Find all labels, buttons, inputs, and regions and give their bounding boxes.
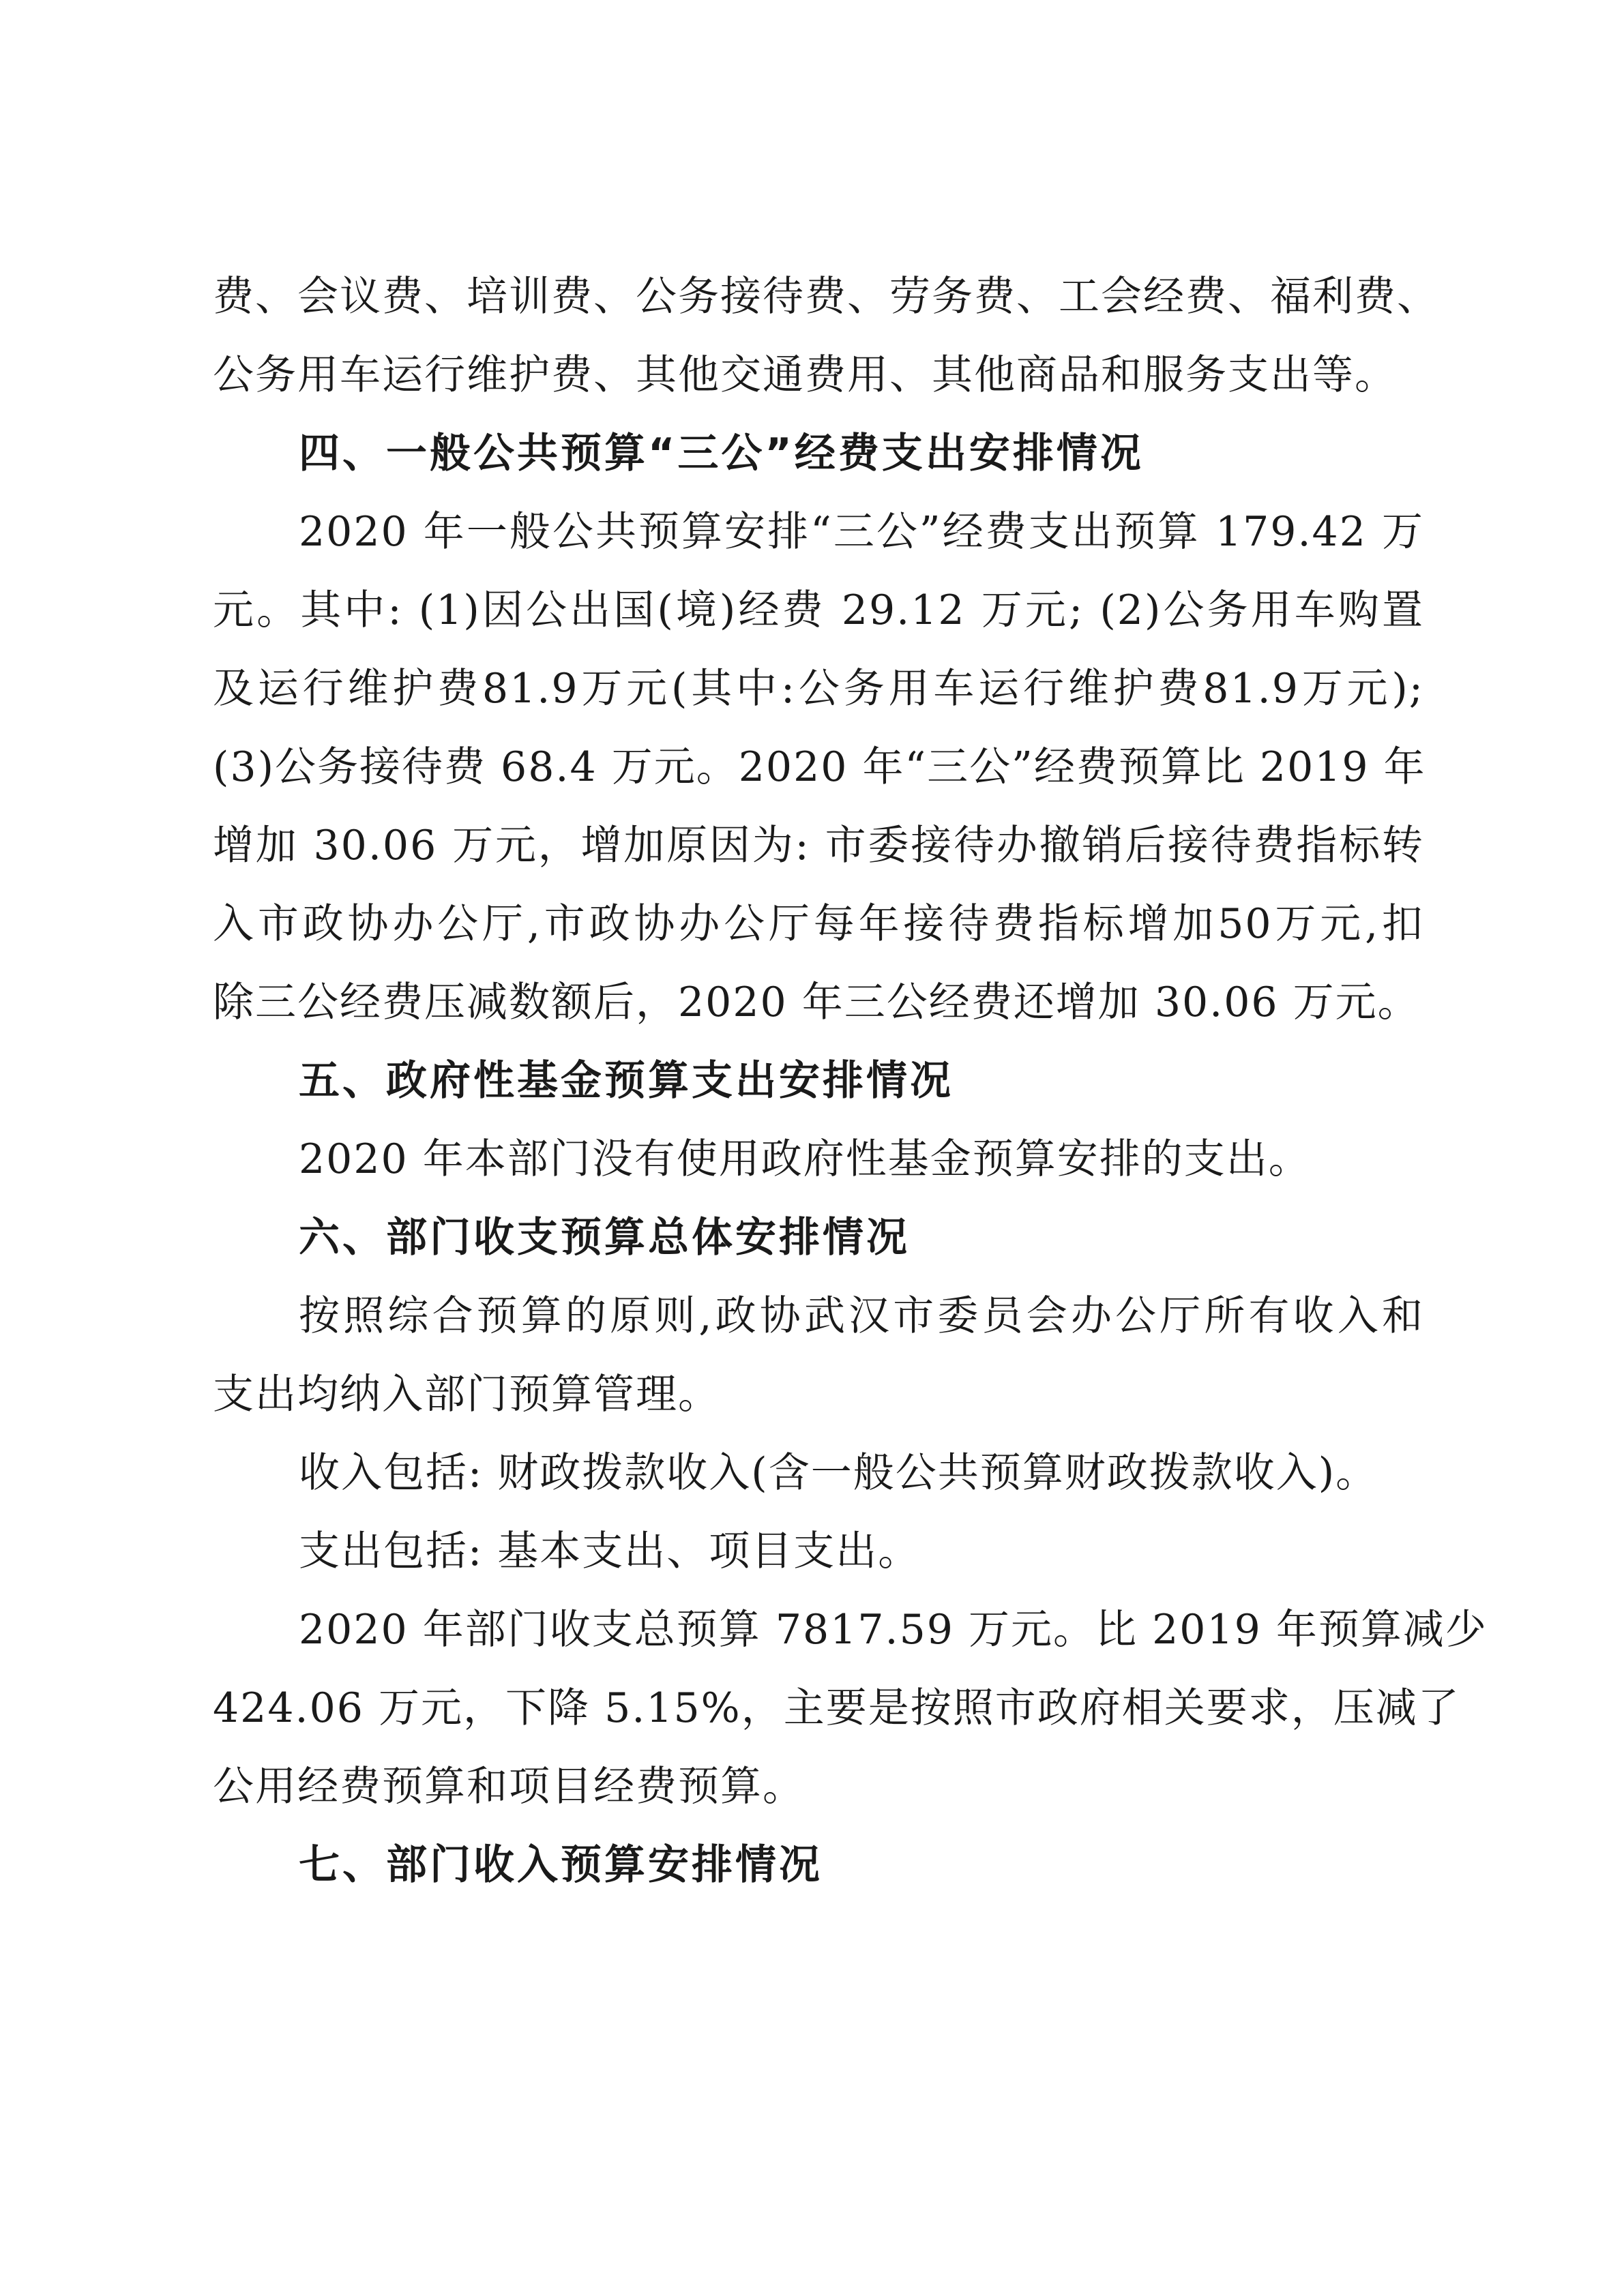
- body-text-line: 及运行维护费81.9万元(其中:公务用车运行维护费81.9万元);: [213, 665, 1424, 713]
- body-text-line: 收入包括: 财政拨款收入(含一般公共预算财政拨款收入)。: [299, 1449, 1378, 1497]
- section-heading-seven: 七、部门收入预算安排情况: [299, 1841, 823, 1889]
- section-heading-six: 六、部门收支预算总体安排情况: [299, 1214, 910, 1262]
- body-text-line: 公务用车运行维护费、其他交通费用、其他商品和服务支出等。: [213, 351, 1397, 399]
- body-text-line: 增加 30.06 万元，增加原因为: 市委接待办撤销后接待费指标转: [213, 822, 1424, 869]
- body-text-line: 2020 年部门收支总预算 7817.59 万元。比 2019 年预算减少: [299, 1606, 1488, 1654]
- body-text-line: (3)公务接待费 68.4 万元。2020 年“三公”经费预算比 2019 年: [213, 743, 1426, 791]
- body-text-line: 支出均纳入部门预算管理。: [213, 1371, 720, 1418]
- body-text-line: 424.06 万元，下降 5.15%，主要是按照市政府相关要求，压减了: [213, 1684, 1460, 1732]
- document-body: [213, 258, 1488, 1905]
- body-text-line: 费、会议费、培训费、公务接待费、劳务费、工会经费、福利费、: [213, 273, 1439, 320]
- body-text-line: 除三公经费压减数额后，2020 年三公经费还增加 30.06 万元。: [213, 979, 1420, 1026]
- body-text-line: 元。其中: (1)因公出国(境)经费 29.12 万元; (2)公务用车购置: [213, 586, 1424, 634]
- body-text-line: 入市政协办公厅,市政协办公厅每年接待费指标增加50万元,扣: [213, 900, 1424, 948]
- body-text-line: 2020 年一般公共预算安排“三公”经费支出预算 179.42 万: [299, 508, 1424, 556]
- body-text-line: 2020 年本部门没有使用政府性基金预算安排的支出。: [299, 1135, 1311, 1183]
- body-text-line: 按照综合预算的原则,政协武汉市委员会办公厅所有收入和: [299, 1292, 1424, 1340]
- body-text-line: 支出包括: 基本支出、项目支出。: [299, 1527, 921, 1575]
- body-text-line: 公用经费预算和项目经费预算。: [213, 1763, 805, 1810]
- section-heading-four: 四、一般公共预算“三公”经费支出安排情况: [299, 430, 1144, 477]
- section-heading-five: 五、政府性基金预算支出安排情况: [299, 1057, 954, 1105]
